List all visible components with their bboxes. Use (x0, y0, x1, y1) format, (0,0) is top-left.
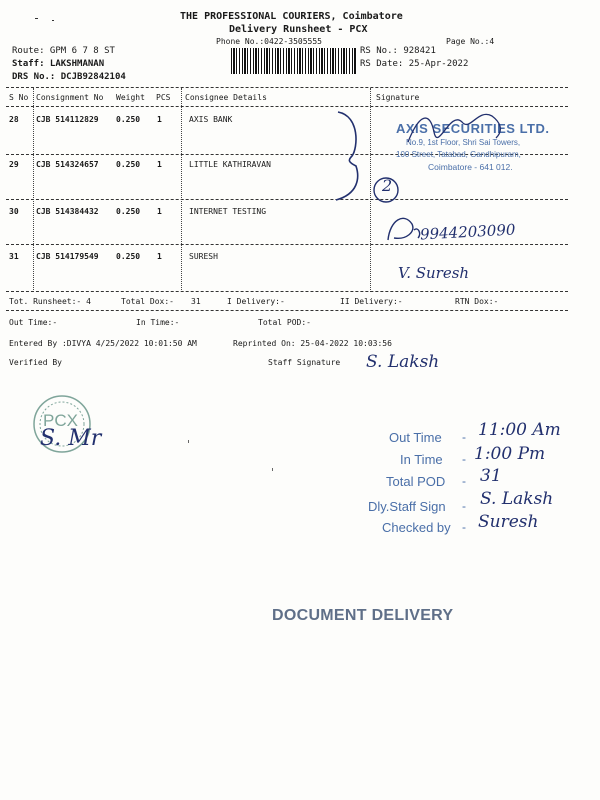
stamp-dash: - (462, 452, 466, 466)
company-stamp-line3: Coimbatore - 641 012. (428, 162, 513, 172)
scan-speck (272, 468, 273, 471)
stamp-total-pod: Total POD (386, 474, 446, 489)
document-delivery-stamp: DOCUMENT DELIVERY (272, 607, 454, 624)
handwritten-signature: V. Suresh (398, 264, 470, 282)
phone-number: Phone No.:0422-3505555 (216, 37, 322, 46)
total-runsheet: Tot. Runsheet:- 4 (9, 297, 91, 306)
row-sno: 31 (9, 252, 19, 261)
row-sno: 29 (9, 160, 19, 169)
row-sno: 30 (9, 207, 19, 216)
row-consignment: CJB 514179549 (36, 252, 99, 261)
handwritten-in-time: 1:00 Pm (474, 444, 546, 464)
out-time: Out Time:- (9, 318, 58, 327)
runsheet-title: Delivery Runsheet - PCX (229, 24, 368, 35)
scan-speck (188, 440, 189, 443)
stamp-dash: - (462, 430, 466, 444)
col-divider (181, 88, 182, 292)
stamp-out-time: Out Time (389, 430, 442, 445)
col-header-consignee: Consignee Details (185, 93, 267, 102)
company-stamp-line1: No.9, 1st Floor, Shri Sai Towers, (406, 138, 521, 147)
row-consignee: INTERNET TESTING (189, 207, 267, 216)
signature-scribble (400, 102, 510, 162)
reprinted-on: Reprinted On: 25-04-2022 10:03:56 (233, 339, 392, 348)
total-pod: Total POD:- (258, 318, 311, 327)
entered-by: Entered By :DIVYA 4/25/2022 10:01:50 AM (9, 339, 197, 348)
table-top-rule (6, 87, 568, 88)
handwritten-total-pod: 31 (480, 466, 502, 486)
circled-number: 2 (382, 176, 393, 195)
row-pcs: 1 (157, 252, 162, 261)
pcx-seal-text: PCX (43, 411, 78, 430)
row-weight: 0.250 (116, 115, 141, 124)
company-stamp-line2: 100 Street, Tatabad, Gandhipuram, (396, 150, 521, 159)
row-pcs: 1 (157, 160, 162, 169)
stamp-dash: - (462, 520, 466, 534)
rtn-dox: RTN Dox:- (455, 297, 499, 306)
row-consignment: CJB 514384432 (36, 207, 99, 216)
scan-speck (52, 20, 54, 21)
total-dox-value: 31 (191, 297, 201, 306)
scan-speck (35, 18, 38, 19)
row-consignment: CJB 514112829 (36, 115, 99, 124)
col-divider (33, 88, 34, 292)
staff-signature-label: Staff Signature (268, 358, 341, 367)
col-header-sno: S No (9, 93, 29, 102)
total-dox-label: Total Dox:- (121, 297, 174, 306)
rs-number: RS No.: 928421 (360, 46, 436, 56)
col-header-pcs: PCS (156, 93, 171, 102)
drs-number: DRS No.: DCJB92842104 (12, 72, 126, 82)
row-consignment: CJB 514324657 (36, 160, 99, 169)
verified-by: Verified By (9, 358, 62, 367)
pcx-initials: S. Mr (40, 426, 102, 451)
company-stamp-name: AXIS SECURITIES LTD. (396, 121, 550, 136)
in-time: In Time:- (136, 318, 180, 327)
stamp-dash: - (462, 499, 466, 513)
signature-scribble (384, 210, 424, 246)
handwritten-out-time: 11:00 Am (478, 420, 561, 440)
col-header-weight: Weight (116, 93, 145, 102)
row-consignee: SURESH (189, 252, 218, 261)
handwritten-staff-sign: S. Laksh (480, 489, 554, 509)
stamp-in-time: In Time (400, 452, 443, 467)
staff-signature: S. Laksh (366, 352, 440, 372)
stamp-dly-staff-sign: Dly.Staff Sign (368, 499, 446, 514)
stamp-checked-by: Checked by (382, 520, 451, 535)
col-header-signature: Signature (376, 93, 420, 102)
row-weight: 0.250 (116, 160, 141, 169)
col-header-consignment: Consignment No (36, 93, 104, 102)
route-text: Route: GPM 6 7 8 ST (12, 46, 115, 56)
totals-rule (6, 310, 568, 311)
row-pcs: 1 (157, 115, 162, 124)
page-number: Page No.:4 (446, 37, 495, 46)
row-sno: 28 (9, 115, 19, 124)
row-weight: 0.250 (116, 252, 141, 261)
row-rule (6, 244, 568, 245)
table-bottom-rule (6, 291, 568, 292)
barcode (231, 48, 357, 74)
ii-delivery: II Delivery:- (340, 297, 403, 306)
row-rule (6, 199, 568, 200)
row-consignee: AXIS BANK (189, 115, 233, 124)
stamp-dash: - (462, 474, 466, 488)
row-pcs: 1 (157, 207, 162, 216)
company-title: THE PROFESSIONAL COURIERS, Coimbatore (180, 11, 403, 22)
rs-date: RS Date: 25-Apr-2022 (360, 59, 469, 69)
row-consignee: LITTLE KATHIRAVAN (189, 160, 271, 169)
handwritten-checked-by: Suresh (478, 512, 539, 532)
row-weight: 0.250 (116, 207, 141, 216)
i-delivery: I Delivery:- (227, 297, 285, 306)
handwritten-phone: 9944203090 (419, 220, 516, 244)
staff-text: Staff: LAKSHMANAN (12, 59, 105, 69)
